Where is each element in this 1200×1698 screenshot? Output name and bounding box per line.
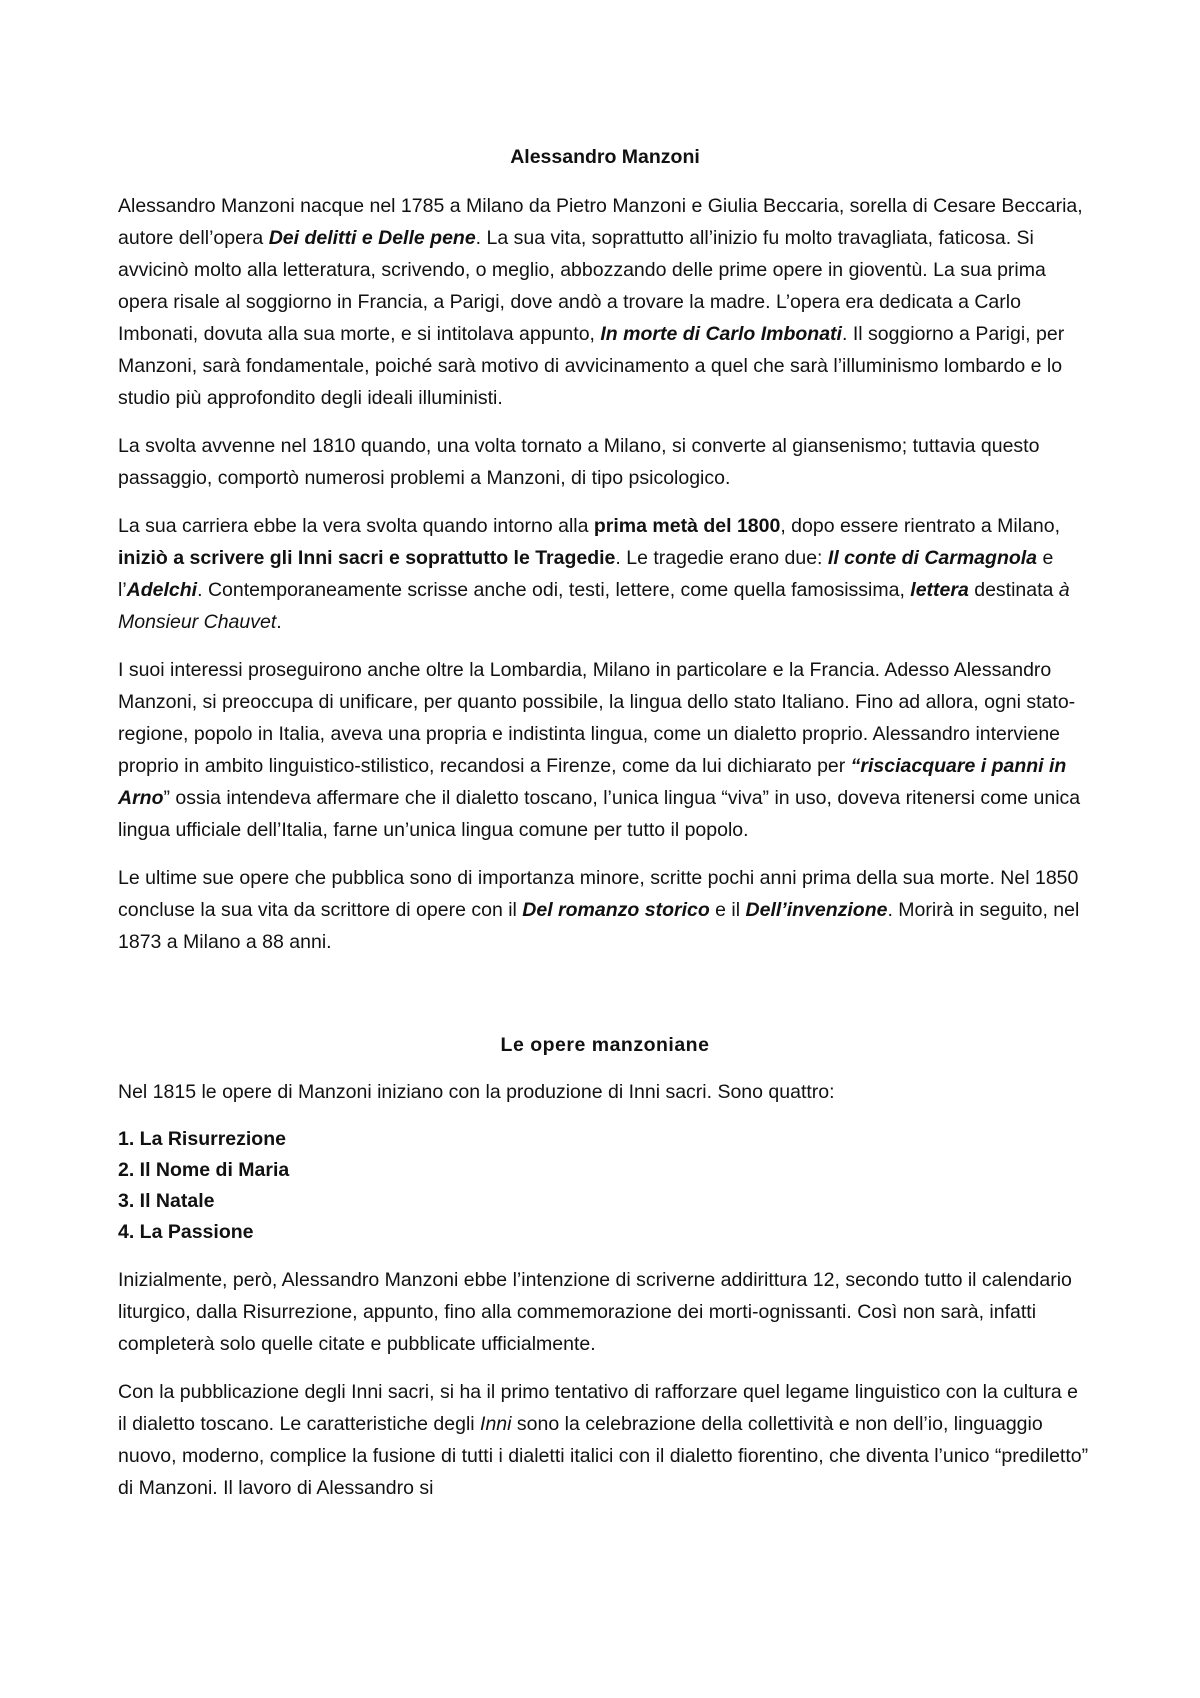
text-run: . Morirà in seguito, nel 1873 a Milano a 88 anni. — [118, 899, 1080, 953]
document-title: Alessandro Manzoni — [510, 146, 700, 168]
text-run: e l’ — [118, 547, 1054, 601]
paragraph-inni-language — [118, 1376, 1092, 1504]
paragraph-career — [118, 510, 1092, 638]
list-item: 1. La Risurrezione — [118, 1128, 286, 1150]
work-title-monsieur-chauvet: à Monsieur Chauvet — [118, 579, 1070, 633]
work-title-del-romanzo-storico: Del romanzo storico — [522, 899, 710, 921]
list-item: 4. La Passione — [118, 1221, 254, 1243]
paragraph-language — [118, 654, 1092, 846]
text-run: Le ultime sue opere che pubblica sono di importanza minore, scritte pochi anni prima della sua morte. Nel 1850 concluse la sua vita da scrittore di opere con il — [118, 867, 1079, 921]
paragraph-biography — [118, 190, 1092, 414]
section-title-opere: Le opere manzoniane — [500, 1034, 710, 1056]
list-item: 3. Il Natale — [118, 1190, 215, 1212]
paragraph-last-works — [118, 862, 1092, 958]
text-run: e il — [709, 899, 746, 921]
text-run: ” ossia intendeva affermare che il dialetto toscano, l’unica lingua “viva” in uso, doveva ritenersi come unica lingua ufficiale dell’Italia, farne un’unica lingua comune per tutto il popolo. — [118, 787, 1081, 841]
text-run: . — [276, 611, 282, 633]
paragraph-inni-intent: Inizialmente, però, Alessandro Manzoni ebbe l’intenzione di scriverne addirittura 12, secondo tutto il calendario liturgico, dalla Risurrezione, appunto, fino alla commemorazione dei morti-ognissanti. Così non sarà, infatti completerà solo quelle citate e pubblicate ufficialmente. — [118, 1269, 1072, 1355]
text-run: . La sua vita, soprattutto all’inizio fu molto travagliata, faticosa. Si avvicinò molto alla letteratura, scrivendo, o meglio, abbozzando delle prime opere in gioventù. La sua prima opera risale al soggiorno in Francia, a Parigi, dove andò a trovare la madre. L’opera era dedicata a Carlo Imbonati, dovuta alla sua morte, e si intitolava appunto, — [118, 227, 1046, 345]
text-run: , dopo essere rientrato a Milano, — [780, 515, 1060, 537]
work-title-conte-di-carmagnola: Il conte di Carmagnola — [827, 547, 1038, 569]
bold-phrase: prima metà del 1800 — [593, 515, 781, 537]
work-title-dell-invenzione: Dell’invenzione — [745, 899, 888, 921]
work-title-inni: Inni — [480, 1413, 512, 1435]
work-title-in-morte: In morte di Carlo Imbonati — [600, 323, 842, 345]
work-title-adelchi: Adelchi — [126, 579, 198, 601]
work-title-lettera: lettera — [910, 579, 969, 601]
text-run: Con la pubblicazione degli Inni sacri, si ha il primo tentativo di rafforzare quel legame linguistico con la cultura e il dialetto toscano. Le caratteristiche degli — [118, 1381, 1078, 1435]
text-run: La sua carriera ebbe la vera svolta quando intorno alla — [118, 515, 594, 537]
text-run: Alessandro Manzoni nacque nel 1785 a Milano da Pietro Manzoni e Giulia Beccaria, sorella di Cesare Beccaria, autore dell’opera — [118, 195, 1083, 249]
text-run: sono la celebrazione della collettività e non dell’io, linguaggio nuovo, moderno, complice la fusione di tutti i dialetti italici con il dialetto fiorentino, che diventa l’unico “prediletto” di Manzoni. Il lavoro di Alessandro si — [118, 1413, 1089, 1499]
text-run: destinata — [968, 579, 1059, 601]
text-run: . Le tragedie erano due: — [615, 547, 828, 569]
paragraph-inni-intro: Nel 1815 le opere di Manzoni iniziano con la produzione di Inni sacri. Sono quattro: — [118, 1081, 835, 1103]
text-run: I suoi interessi proseguirono anche oltre la Lombardia, Milano in particolare e la Francia. Adesso Alessandro Manzoni, si preoccupa di unificare, per quanto possibile, la lingua dello stato Italiano. Fino ad allora, ogni stato-regione, popolo in Italia, aveva una propria e indistinta lingua, come un dialetto proprio. Alessandro interviene proprio in ambito linguistico-stilistico, recandosi a Firenze, come da lui dichiarato per — [118, 659, 1076, 777]
quote-risciacquare: “risciacquare i panni in Arno — [118, 755, 1067, 809]
paragraph-giansenismo: La svolta avvenne nel 1810 quando, una volta tornato a Milano, si converte al giansenismo; tuttavia questo passaggio, comportò numerosi problemi a Manzoni, di tipo psicologico. — [118, 435, 1040, 489]
text-run: . Contemporaneamente scrisse anche odi, testi, lettere, come quella famosissima, — [197, 579, 911, 601]
work-title-dei-delitti: Dei delitti e Delle pene — [268, 227, 476, 249]
list-item: 2. Il Nome di Maria — [118, 1159, 290, 1181]
text-run: . Il soggiorno a Parigi, per Manzoni, sarà fondamentale, poiché sarà motivo di avvicinamento a quel che sarà l’illuminismo lombardo e lo studio più approfondito degli ideali illuministi. — [118, 323, 1065, 409]
hymns-list — [118, 1124, 1092, 1248]
bold-phrase: iniziò a scrivere gli Inni sacri e soprattutto le Tragedie — [118, 547, 616, 569]
